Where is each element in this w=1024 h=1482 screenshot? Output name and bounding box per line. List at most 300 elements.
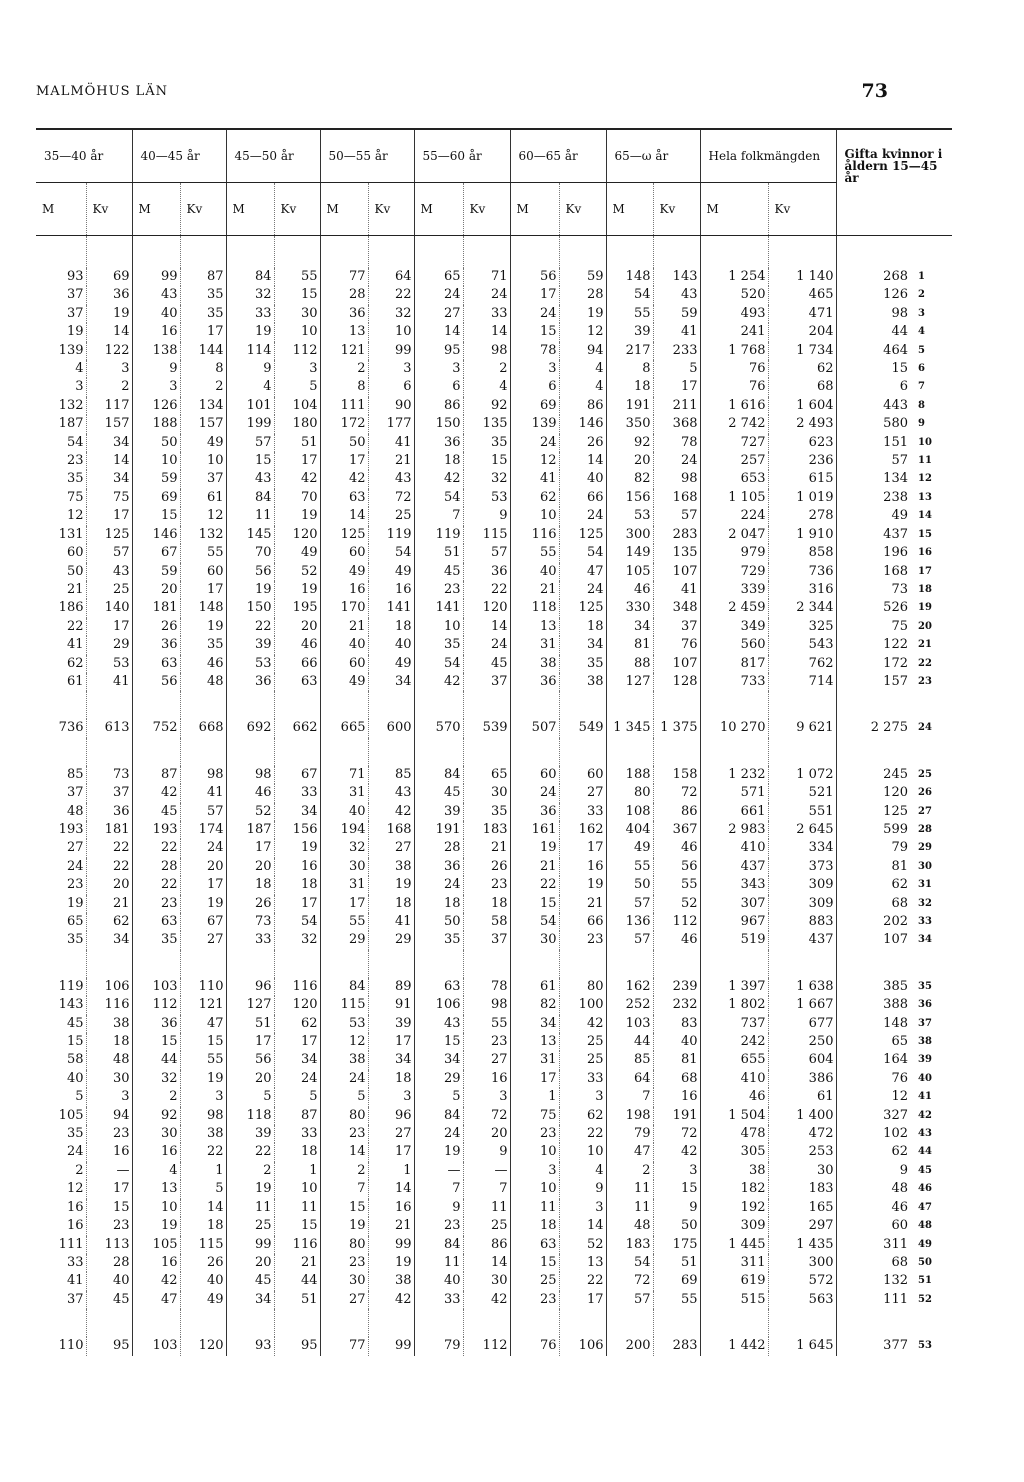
table-cell: 139 [510,415,559,433]
row-number: 2 [918,289,925,301]
table-cell: 143 [653,268,700,286]
table-cell: 122 [86,342,132,360]
table-row [36,470,952,488]
table-row [36,618,952,636]
table-cell: 733 [700,673,768,691]
table-cell: 82 [510,996,559,1014]
table-cell: 15 [510,895,559,913]
gap-cell [653,1309,700,1337]
table-cell: 5 [180,1180,226,1198]
table-cell: 14 [86,452,132,470]
table-cell: 73 [836,581,910,599]
table-cell: 1 397 [700,978,768,996]
table-cell: 38 [368,1272,414,1290]
table-cell: 85 [368,766,414,784]
table-cell: 27 [320,1291,368,1309]
gap-cell [180,236,226,269]
table-cell: 4 [463,378,510,396]
table-cell: 25 [86,581,132,599]
gap-cell [86,950,132,978]
table-cell: 30 [463,1272,510,1290]
table-cell: 519 [700,931,768,949]
table-cell: 61 [66,673,84,689]
table-cell: 165 [768,1199,836,1217]
row-number: 34 [918,934,932,946]
row-number: 13 [918,491,932,503]
table-cell: 57 [226,434,274,452]
table-cell: 43 [368,784,414,802]
gap-cell [700,950,768,978]
table-cell: 507 [510,719,559,737]
table-cell: 2 493 [768,415,836,433]
table-cell: 35 [414,636,463,654]
table-cell: 2 [320,360,368,378]
table-cell: 677 [768,1015,836,1033]
table-cell: 45 [226,1272,274,1290]
table-cell: 177 [368,415,414,433]
table-row [36,507,952,525]
sub-header-m: M [700,183,768,236]
table-cell: 116 [86,996,132,1014]
table-cell: 33 [559,803,606,821]
table-cell: 62 [510,489,559,507]
gap-cell [368,236,414,269]
table-cell: 125 [836,803,910,821]
table-cell: 19 [66,895,84,911]
table-cell: 78 [510,342,559,360]
table-cell: 14 [463,1254,510,1272]
table-cell: 28 [132,858,180,876]
table-cell: 572 [768,1272,836,1290]
section-gap [36,950,952,978]
table-cell: 1 375 [653,719,700,737]
table-cell: 41 [510,470,559,488]
table-cell: 15 [274,1217,320,1235]
table-cell: 96 [226,978,274,996]
row-number: 36 [918,999,932,1011]
table-cell: 37 [86,784,132,802]
table-cell: 57 [653,507,700,525]
page-header [36,80,888,104]
row-number: 40 [918,1072,932,1084]
table-row [36,1015,952,1033]
table-cell: 6 [836,378,910,396]
gap-cell [836,950,910,978]
table-cell: 149 [606,544,653,562]
table-cell: 42 [132,1272,180,1290]
table-cell: 232 [653,996,700,1014]
table-cell: 38 [700,1162,768,1180]
gap-cell [463,738,510,766]
table-cell: 40 [368,636,414,654]
table-cell: 143 [58,997,84,1013]
table-cell: 33 [463,305,510,323]
table-cell: 34 [274,1051,320,1069]
table-cell: 32 [463,470,510,488]
table-cell: 120 [180,1337,226,1355]
table-cell: 37 [653,618,700,636]
table-cell: 20 [606,452,653,470]
table-cell: 107 [836,931,910,949]
table-cell: 46 [606,581,653,599]
section-gap [36,236,952,269]
gap-cell [132,1309,180,1337]
table-cell: 187 [58,416,84,432]
table-cell: 19 [274,581,320,599]
table-cell: 465 [768,286,836,304]
table-cell: 35 [180,286,226,304]
table-cell: 118 [226,1107,274,1125]
table-cell: 188 [606,766,653,784]
table-row [36,1337,952,1355]
table-cell: 15 [132,1033,180,1051]
table-cell: 43 [86,563,132,581]
table-cell: 18 [510,1217,559,1235]
table-cell: 193 [132,821,180,839]
table-cell: 19 [510,839,559,857]
table-cell: 9 [653,1199,700,1217]
table-cell: 168 [836,563,910,581]
table-cell: 83 [653,1015,700,1033]
table-cell: 334 [768,839,836,857]
table-cell: 46 [180,655,226,673]
table-cell: 132 [58,397,84,413]
table-cell: 15 [463,452,510,470]
table-cell: 79 [606,1125,653,1143]
gap-cell [226,738,274,766]
table-cell: 12 [836,1088,910,1106]
row-number: 3 [918,307,925,319]
table-cell: 3 [510,1162,559,1180]
table-cell: 300 [606,526,653,544]
table-cell: 5 [274,378,320,396]
table-cell: 47 [606,1143,653,1161]
table-cell: 16 [86,1143,132,1161]
table-cell: 23 [559,931,606,949]
gap-cell [36,691,86,719]
table-cell: 145 [226,526,274,544]
table-cell: 3 [368,360,414,378]
table-cell: 43 [414,1015,463,1033]
table-cell: 17 [226,839,274,857]
table-cell: 33 [274,1125,320,1143]
table-cell: 40 [320,636,368,654]
table-cell: 84 [226,489,274,507]
table-cell: 69 [132,489,180,507]
table-cell: 18 [86,1033,132,1051]
table-cell: 40 [86,1272,132,1290]
table-row [36,766,952,784]
table-cell: 35 [66,1126,84,1142]
gap-cell [510,236,559,269]
gap-cell [836,236,910,269]
table-cell: 35 [132,931,180,949]
gap-cell [226,691,274,719]
table-cell: 110 [58,1338,84,1354]
table-cell: 86 [559,397,606,415]
gap-cell [653,738,700,766]
table-cell: 17 [510,1070,559,1088]
table-cell: 17 [180,581,226,599]
table-cell: 3 [510,360,559,378]
table-cell: 619 [700,1272,768,1290]
table-cell: 46 [700,1088,768,1106]
table-cell: 9 621 [768,719,836,737]
table-cell: 35 [463,803,510,821]
table-cell: 127 [606,673,653,691]
table-cell: 51 [653,1254,700,1272]
table-cell: 31 [510,636,559,654]
table-cell: 146 [559,415,606,433]
row-number: 29 [918,842,932,854]
table-cell: 17 [226,1033,274,1051]
table-cell: 117 [86,397,132,415]
table-cell: 47 [559,563,606,581]
group-header: 60—65 år [510,129,606,183]
table-cell: 48 [66,803,84,819]
table-cell: 43 [653,286,700,304]
table-cell: 81 [606,636,653,654]
gap-cell [768,738,836,766]
table-cell: 16 [274,858,320,876]
table-cell: 13 [320,323,368,341]
table-cell: 28 [86,1254,132,1272]
gap-cell [768,236,836,269]
table-cell: 245 [836,766,910,784]
table-cell: 99 [368,342,414,360]
table-cell: 108 [606,803,653,821]
table-cell: 68 [836,895,910,913]
table-cell: 19 [180,618,226,636]
table-cell: 111 [836,1291,910,1309]
table-cell: 43 [132,286,180,304]
gap-cell [132,738,180,766]
table-cell: 44 [274,1272,320,1290]
table-row [36,895,952,913]
group-header: 40—45 år [132,129,226,183]
table-cell: 762 [768,655,836,673]
table-cell: 86 [414,397,463,415]
table-cell: 241 [700,323,768,341]
table-cell: 116 [274,1236,320,1254]
table-cell: 443 [836,397,910,415]
table-cell: 47 [132,1291,180,1309]
group-header: Hela folkmängden [700,129,836,183]
table-cell: 72 [653,784,700,802]
table-cell: 61 [510,978,559,996]
section-gap [36,691,952,719]
table-cell: 252 [606,996,653,1014]
table-cell: 92 [132,1107,180,1125]
table-cell: 2 983 [700,821,768,839]
table-cell: — [463,1162,510,1180]
table-cell: 14 [463,618,510,636]
row-number: 17 [918,565,932,577]
table-cell: 35 [66,471,84,487]
gap-cell [132,950,180,978]
table-cell: 54 [559,544,606,562]
table-row [36,323,952,341]
row-number: 11 [918,455,932,467]
table-cell: 19 [180,1070,226,1088]
table-cell: 3 [86,1088,132,1106]
gap-cell [606,1309,653,1337]
table-row [36,978,952,996]
table-cell: 60 [66,545,84,561]
row-number: 53 [918,1340,932,1352]
table-cell: 100 [559,996,606,1014]
table-cell: 76 [700,360,768,378]
table-cell: 107 [653,655,700,673]
table-cell: 54 [66,434,84,450]
table-cell: 182 [700,1180,768,1198]
table-cell: 26 [559,434,606,452]
table-cell: 464 [836,342,910,360]
table-cell: 22 [226,618,274,636]
table-cell: 156 [606,489,653,507]
table-cell: 736 [58,720,84,736]
table-cell: 48 [180,673,226,691]
table-cell: 1 734 [768,342,836,360]
table-cell: 9 [463,1143,510,1161]
table-cell: 307 [700,895,768,913]
table-cell: 9 [559,1180,606,1198]
table-cell: 115 [320,996,368,1014]
table-cell: 2 [320,1162,368,1180]
table-cell: 63 [274,673,320,691]
table-cell: 25 [559,1033,606,1051]
table-cell: 727 [700,434,768,452]
table-cell: 115 [180,1236,226,1254]
gap-cell [463,236,510,269]
table-cell: 82 [606,470,653,488]
row-number: 35 [918,980,932,992]
table-cell: 2 [180,378,226,396]
table-cell: 35 [180,305,226,323]
table-cell: 98 [463,996,510,1014]
table-cell: 24 [274,1070,320,1088]
table-cell: 34 [274,803,320,821]
table-cell: 162 [606,978,653,996]
table-cell: 44 [132,1051,180,1069]
table-cell: 1 768 [700,342,768,360]
table-cell: 437 [836,526,910,544]
table-cell: 15 [132,507,180,525]
row-number: 19 [918,602,932,614]
table-cell: 37 [180,470,226,488]
gap-cell [226,1309,274,1337]
table-cell: 14 [559,452,606,470]
table-cell: 75 [836,618,910,636]
table-row [36,1236,952,1254]
row-number: 42 [918,1109,932,1121]
table-row [36,1088,952,1106]
table-row [36,397,952,415]
table-cell: 125 [86,526,132,544]
table-cell: 19 [414,1143,463,1161]
gap-cell [414,236,463,269]
group-header: 45—50 år [226,129,320,183]
table-cell: 66 [559,913,606,931]
table-cell: 615 [768,470,836,488]
table-cell: 63 [132,913,180,931]
gap-cell [320,1309,368,1337]
table-cell: 64 [606,1070,653,1088]
sub-header-kv: Kv [768,183,836,236]
table-cell: 24 [510,305,559,323]
sub-header-kv: Kv [463,183,510,236]
table-cell: 45 [414,563,463,581]
table-cell: 116 [510,526,559,544]
table-cell: 1 [368,1162,414,1180]
table-cell: 19 [226,323,274,341]
table-cell: 19 [559,305,606,323]
table-cell: 80 [559,978,606,996]
table-cell: 68 [768,378,836,396]
table-cell: 119 [414,526,463,544]
table-cell: 55 [606,858,653,876]
row-number: 52 [918,1293,932,1305]
table-cell: 7 [463,1180,510,1198]
table-cell: 138 [132,342,180,360]
table-cell: 193 [58,821,84,837]
table-cell: 73 [226,913,274,931]
table-cell: 158 [653,766,700,784]
table-cell: 5 [320,1088,368,1106]
table-cell: 148 [606,268,653,286]
table-cell: 668 [180,719,226,737]
table-cell: 59 [132,563,180,581]
group-header-row [36,129,952,183]
table-cell: 42 [274,470,320,488]
table-cell: 22 [180,1143,226,1161]
table-cell: 92 [463,397,510,415]
table-cell: 183 [768,1180,836,1198]
table-cell: 1 254 [700,268,768,286]
table-cell: 36 [86,286,132,304]
table-cell: 18 [274,876,320,894]
table-cell: 99 [368,1236,414,1254]
table-cell: 386 [768,1070,836,1088]
table-cell: 20 [463,1125,510,1143]
table-cell: 9 [463,507,510,525]
table-cell: 37 [66,1291,84,1307]
gap-cell [414,950,463,978]
table-cell: 52 [274,563,320,581]
table-cell: 53 [463,489,510,507]
table-cell: 76 [653,636,700,654]
table-cell: 10 270 [700,719,768,737]
table-cell: 72 [653,1125,700,1143]
table-cell: 183 [606,1236,653,1254]
table-cell: 170 [320,599,368,617]
table-row [36,452,952,470]
table-cell: 24 [320,1070,368,1088]
gap-cell [368,950,414,978]
region-title: MALMÖHUS LÄN [36,84,169,99]
table-cell: 23 [463,876,510,894]
table-cell: 5 [226,1088,274,1106]
table-cell: 13 [559,1254,606,1272]
table-cell: 84 [320,978,368,996]
table-cell: 111 [320,397,368,415]
table-cell: 26 [180,1254,226,1272]
table-cell: 98 [463,342,510,360]
table-cell: — [414,1162,463,1180]
table-cell: 62 [66,655,84,671]
table-cell: 125 [559,526,606,544]
table-cell: 135 [653,544,700,562]
